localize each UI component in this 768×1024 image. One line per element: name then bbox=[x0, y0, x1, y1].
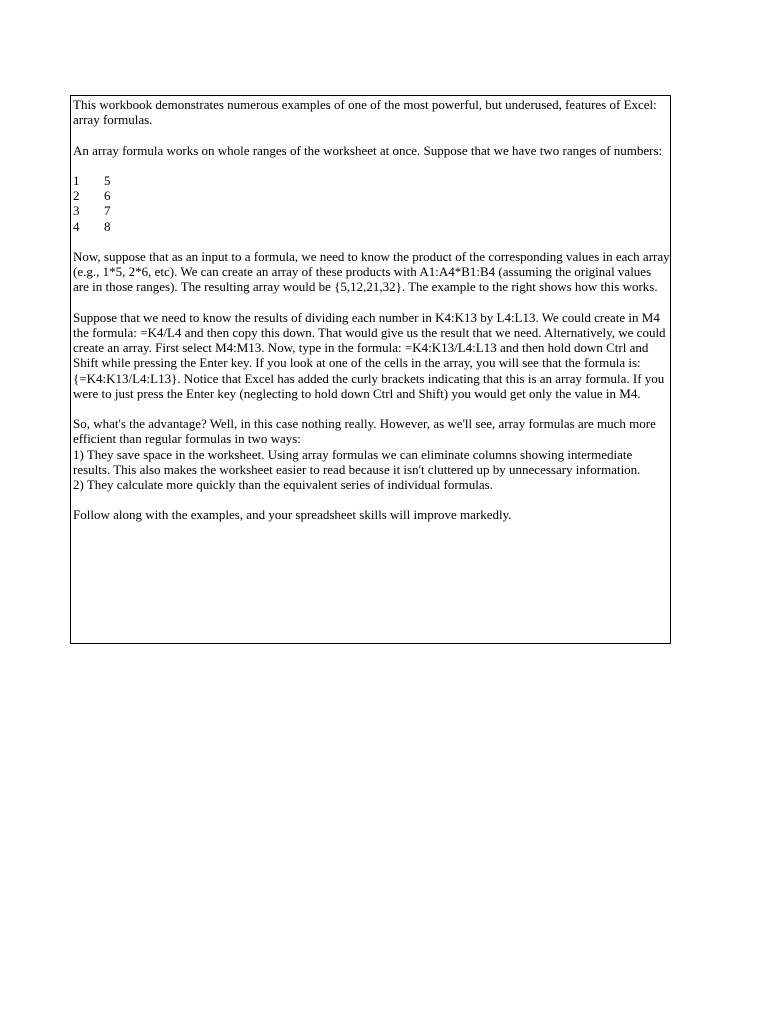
closing-paragraph: Follow along with the examples, and your spreadsheet skills will improve markedly. bbox=[73, 507, 512, 523]
pair-value-a: 1 bbox=[73, 172, 80, 188]
array-intro-paragraph: An array formula works on whole ranges of the worksheet at once. Suppose that we have two ranges of numbers: bbox=[73, 142, 663, 158]
pair-value-b: 8 bbox=[104, 218, 111, 234]
pair-value-b: 7 bbox=[104, 203, 111, 219]
pair-value-a: 2 bbox=[73, 188, 80, 204]
advantage-section bbox=[73, 416, 670, 492]
advantage-paragraph: So, what's the advantage? Well, in this case nothing really. However, as we'll see, array formulas are much more efficient than regular formulas in two ways: bbox=[73, 416, 656, 447]
intro-paragraph: This workbook demonstrates numerous examples of one of the most powerful, but underused, features of Excel: array formulas. bbox=[73, 97, 657, 128]
pair-value-b: 6 bbox=[104, 188, 111, 204]
product-paragraph: Now, suppose that as an input to a formula, we need to know the product of the corresponding values in each array (e.g., 1*5, 2*6, etc). We can create an array of these products with A1:A4*B1:B4 (assuming the original values are in those ranges). The resulting array would be {5,12,21,32}. The example to the right shows how this works. bbox=[73, 248, 670, 295]
number-pair-row bbox=[73, 219, 670, 234]
number-pairs-list bbox=[73, 173, 670, 234]
number-pair-row bbox=[73, 203, 670, 218]
advantage-point-1: 1) They save space in the worksheet. Using array formulas we can eliminate columns showing intermediate results. This also makes the worksheet easier to read because it isn't cluttered up by unnecessary information. bbox=[73, 446, 641, 477]
advantage-point-2: 2) They calculate more quickly than the equivalent series of individual formulas. bbox=[73, 476, 493, 492]
number-pair-row bbox=[73, 173, 670, 188]
pair-value-a: 3 bbox=[73, 203, 80, 219]
divide-paragraph: Suppose that we need to know the results of dividing each number in K4:K13 by L4:L13. We could create in M4 the formula: =K4/L4 and then copy this down. That would give us the result that we need. Alternatively, we could create an array. First select M4:M13. Now, type in the formula: =K4:K13/L4:L13 and then hold down Ctrl and Shift while pressing the Enter key. If you look at one of the cells in the array, you will see that the formula is: {=K4:K13/L4:L13}. Notice that Excel has added the curly brackets indicating that this is an array formula. If you were to just press the Enter key (neglecting to hold down Ctrl and Shift) you would get only the value in M4. bbox=[73, 309, 666, 401]
pair-value-b: 5 bbox=[104, 172, 111, 188]
number-pair-row bbox=[73, 188, 670, 203]
pair-value-a: 4 bbox=[73, 218, 80, 234]
text-box bbox=[70, 95, 671, 644]
